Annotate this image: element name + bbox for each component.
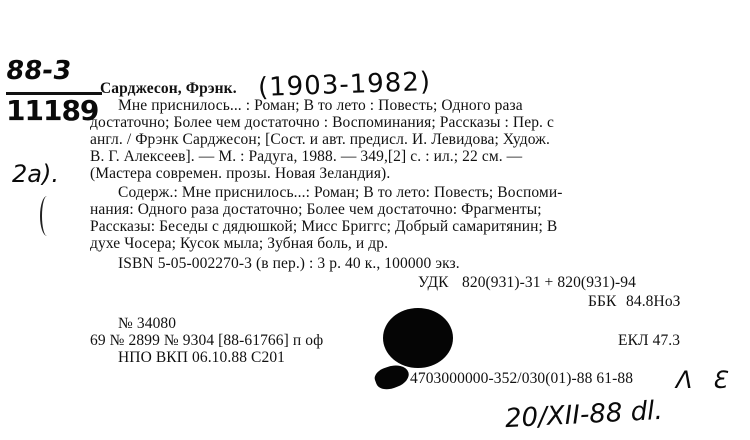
handwritten-call-number-1: 88-3 (3, 56, 74, 86)
contents-line-3: Рассказы: Беседы с дядюшкой; Мисс Бриггс; Добрый самаритянин; В (90, 218, 558, 235)
code-line: 4703000000-352/030(01)-88 61-88 (410, 370, 634, 387)
bbk-value: 84.8НоЗ (626, 293, 681, 310)
handwritten-life-dates: (1903-1982) (257, 66, 432, 104)
ekl-code: ЕКЛ 47.3 (618, 332, 681, 349)
handwritten-initials: Λ Ɛ (676, 366, 733, 394)
entry-line-5: (Мастера современ. прозы. Новая Зеландия). (90, 165, 391, 182)
handwritten-date: 20/XII-88 dl. (504, 395, 664, 435)
handwritten-bracket-mark (40, 196, 54, 236)
entry-line-3: англ. / Фрэнк Сарджесон; [Сост. и авт. предисл. И. Левидова; Худож. (90, 131, 550, 148)
entry-line-1: Мне приснилось... : Роман; В то лето : Повесть; Одного раза (118, 97, 523, 114)
udk-label: УДК (418, 274, 449, 291)
entry-heading: Сарджесон, Фрэнк. (100, 80, 237, 97)
handwritten-shelf-mark: 2a). (12, 160, 59, 188)
npo-line: НПО ВКП 06.10.88 С201 (118, 349, 286, 366)
order-line: 69 № 2899 № 9304 [88-61766] п оф (90, 332, 324, 349)
record-number: № 34080 (118, 315, 177, 332)
isbn-line: ISBN 5-05-002270-3 (в пер.) : 3 р. 40 к., 100000 экз. (118, 255, 460, 272)
entry-line-4: В. Г. Алексеев]. — М. : Радуга, 1988. — 349,[2] с. : ил.; 22 см. — (90, 148, 523, 165)
handwritten-call-number-2: 11189 (6, 94, 99, 127)
contents-line-4: духе Чосера; Кусок мыла; Зубная боль, и др. (90, 235, 389, 252)
contents-line-2: нания: Одного раза достаточно; Более чем достаточно: Фрагменты; (90, 201, 542, 218)
entry-line-2: достаточно; Более чем достаточно : Воспоминания; Рассказы : Пер. с (90, 114, 554, 131)
bbk-label: ББК (588, 293, 617, 310)
ink-blot-large (383, 308, 453, 368)
contents-line-1: Содерж.: Мне приснилось...: Роман; В то лето: Повесть; Воспоми- (118, 184, 563, 201)
udk-value: 820(931)-31 + 820(931)-94 (462, 274, 636, 291)
